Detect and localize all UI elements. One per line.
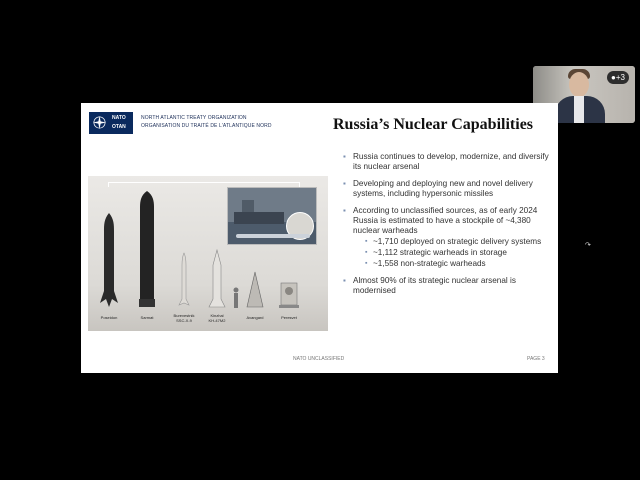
poseidon-missile (96, 211, 122, 309)
submarine-shape (234, 212, 284, 224)
mouse-cursor-icon: ↷ (585, 242, 591, 249)
slide-title: Russia’s Nuclear Capabilities (333, 116, 534, 133)
footer-page-number: PAGE 3 (527, 356, 545, 362)
logo-text-otan: OTAN (112, 124, 126, 130)
person-icon: ● (611, 73, 616, 82)
sub-bullet-item: ▪ ~1,710 deployed on strategic delivery systems (353, 237, 553, 247)
logo-text-nato: NATO (112, 115, 126, 121)
missile-sublabel-kinzhal: KH-47M2 (208, 318, 226, 323)
sarmat-missile (132, 189, 162, 309)
missile-label-sarmat: Sarmat (140, 315, 154, 320)
missile-sublabel-burevestnik: SSC-X-9 (176, 318, 192, 323)
footer-classification: NATO UNCLASSIFIED (293, 356, 345, 362)
participant-face (569, 72, 589, 97)
org-name-en: NORTH ATLANTIC TREATY ORGANIZATION (141, 115, 247, 121)
avangard-glider (245, 271, 265, 309)
poseidon-inset-image (227, 187, 317, 245)
kinzhal-missile (208, 249, 226, 309)
bullet-item: ▪ Developing and deploying new and novel delivery systems, including hypersonic missiles (343, 179, 553, 199)
human-scale-figure (231, 287, 241, 309)
bullet-item: ▪ Almost 90% of its strategic nuclear arsenal is modernised (343, 276, 553, 296)
org-name-fr: ORGANISATION DU TRAITÉ DE L'ATLANTIQUE NORD (141, 123, 272, 129)
nato-star-icon (92, 115, 107, 130)
sub-bullet-item: ▪ ~1,112 strategic warheads in storage (353, 248, 553, 258)
torpedo-shape (236, 234, 310, 238)
bullet-item: ▪ According to unclassified sources, as of early 2024 Russia is estimated to have a stockpile of ~4,380 nuclear warheads ▪ ~1,710 deployed on strategic delivery systems ▪ ~1,112 strategic warheads in storage ▪ ~1,558 non-strategic warheads (343, 206, 553, 269)
participants-count-badge[interactable]: ●+3 (607, 71, 629, 84)
shared-slide (81, 103, 558, 373)
participant-shirt (574, 96, 584, 123)
missile-label-avangard: Avangard (246, 315, 264, 320)
missile-label-kinzhal: Kinzhal (210, 313, 224, 318)
sub-bullet-item: ▪ ~1,558 non-strategic warheads (353, 259, 553, 269)
missile-label-burevestnik: Burevestnik (173, 313, 195, 318)
bullet-item: ▪ Russia continues to develop, modernize, and diversify its nuclear arsenal (343, 152, 553, 172)
missile-label-poseidon: Poseidon (100, 315, 118, 320)
burevestnik-missile (178, 251, 190, 309)
bullet-list (343, 152, 553, 303)
peresvet-laser (278, 277, 300, 309)
missile-label-peresvet: Peresvet (281, 315, 297, 320)
